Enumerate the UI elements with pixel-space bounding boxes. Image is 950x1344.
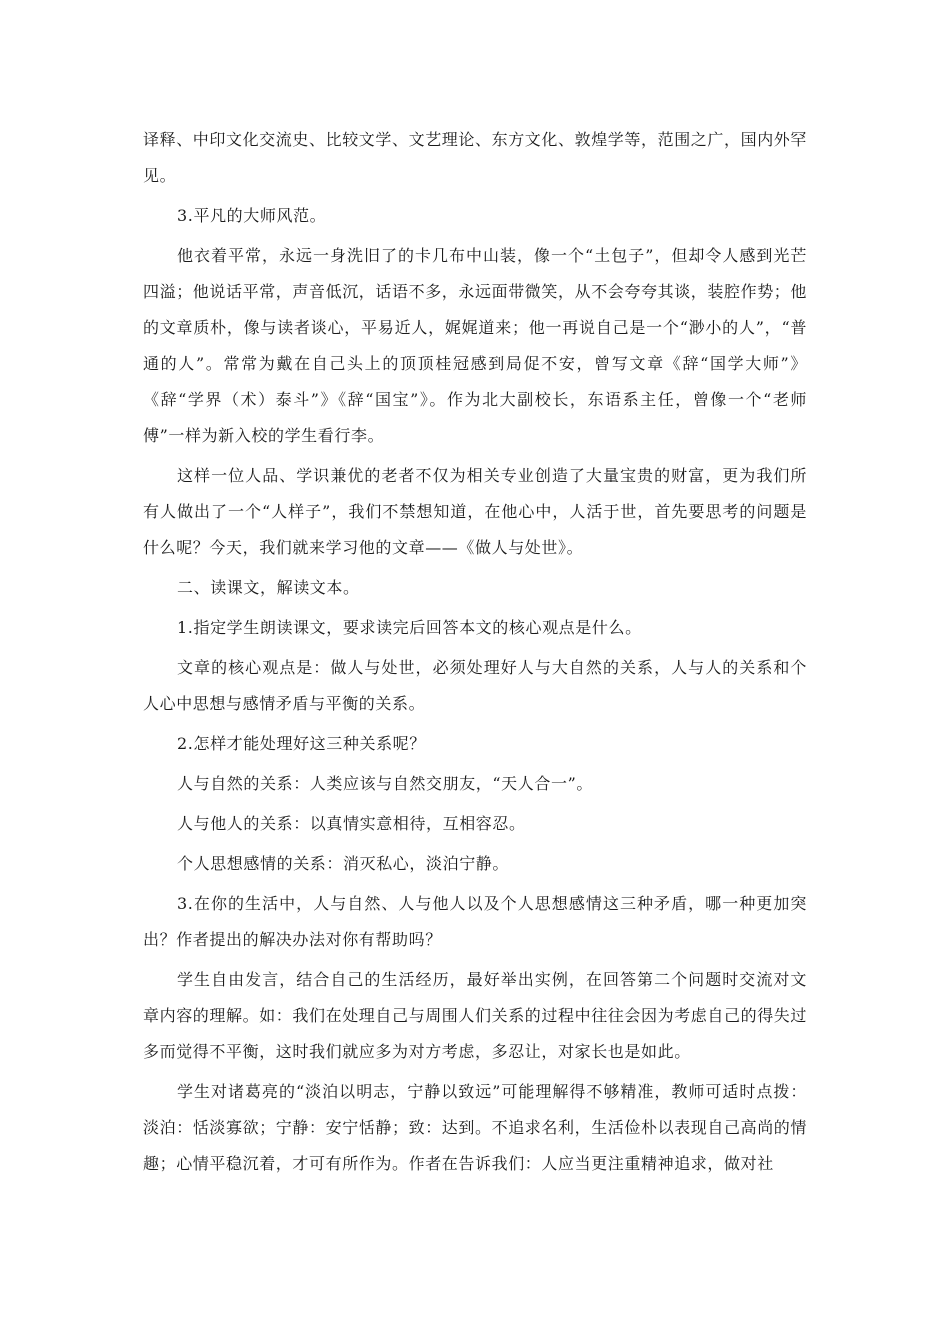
paragraph-continuation: 译释、中印文化交流史、比较文学、文艺理论、东方文化、敦煌学等，范围之广，国内外罕见。 [143,130,808,185]
paragraph-master-description: 他衣着平常，永远一身洗旧了的卡几布中山装，像一个“土包子”，但却令人感到光芒四溢；他说话平常，声音低沉，话语不多，永远面带微笑，从不会夸夸其谈，装腔作势；他的文章质朴，像与读者谈心，平易近人，娓娓道来；他一再说自己是一个“渺小的人”，“普通的人”。常常为戴在自己头上的顶顶桂冠感到局促不安，曾写文章《辞“国学大师”》《辞“学界（术）泰斗”》《辞“国宝”》。作为北大副校长，东语系主任，曾像一个“老师傅”一样为新入校的学生看行李。 [143,246,808,445]
answer-nature-relation: 人与自然的关系：人类应该与自然交朋友，“天人合一”。 [177,774,593,793]
paragraph-student-discussion: 学生自由发言，结合自己的生活经历，最好举出实例，在回答第二个问题时交流对文章内容的理解。如：我们在处理自己与周围人们关系的过程中往往会因为考虑自己的得失过多而觉得不平衡，这时我们就应多为对方考虑，多忍让，对家长也是如此。 [143,970,808,1061]
answer-others-relation: 人与他人的关系：以真情实意相待，互相容忍。 [177,814,526,833]
section-heading-master-style: 3.平凡的大师风范。 [177,206,327,225]
answer-personal-relation: 个人思想感情的关系：消灭私心，淡泊宁静。 [177,854,510,873]
answer-core-viewpoint: 文章的核心观点是：做人与处世，必须处理好人与大自然的关系，人与人的关系和个人心中思想与感情矛盾与平衡的关系。 [143,658,807,713]
section-heading-read-text: 二、读课文，解读文本。 [177,578,360,597]
paragraph-introduction: 这样一位人品、学识兼优的老者不仅为相关专业创造了大量宝贵的财富，更为我们所有人做出了一个“人样子”，我们不禁想知道，在他心中，人活于世，首先要思考的问题是什么呢？今天，我们就来学习他的文章——《做人与处世》。 [143,466,807,557]
question-life-contradiction: 3.在你的生活中，人与自然、人与他人以及个人思想感情这三种矛盾，哪一种更加突出？作者提出的解决办法对你有帮助吗？ [143,894,807,949]
document-page [143,122,807,1186]
question-core-viewpoint: 1.指定学生朗读课文，要求读完后回答本文的核心观点是什么。 [177,618,642,637]
paragraph-teacher-guidance: 学生对诸葛亮的“淡泊以明志，宁静以致远”可能理解得不够精准，教师可适时点拨：淡泊：恬淡寡欲；宁静：安宁恬静；致：达到。不追求名利，生活俭朴以表现自己高尚的情趣；心情平稳沉着，才可有所作为。作者在告诉我们：人应当更注重精神追求，做对社 [143,1082,808,1173]
question-three-relations: 2.怎样才能处理好这三种关系呢？ [177,734,426,753]
